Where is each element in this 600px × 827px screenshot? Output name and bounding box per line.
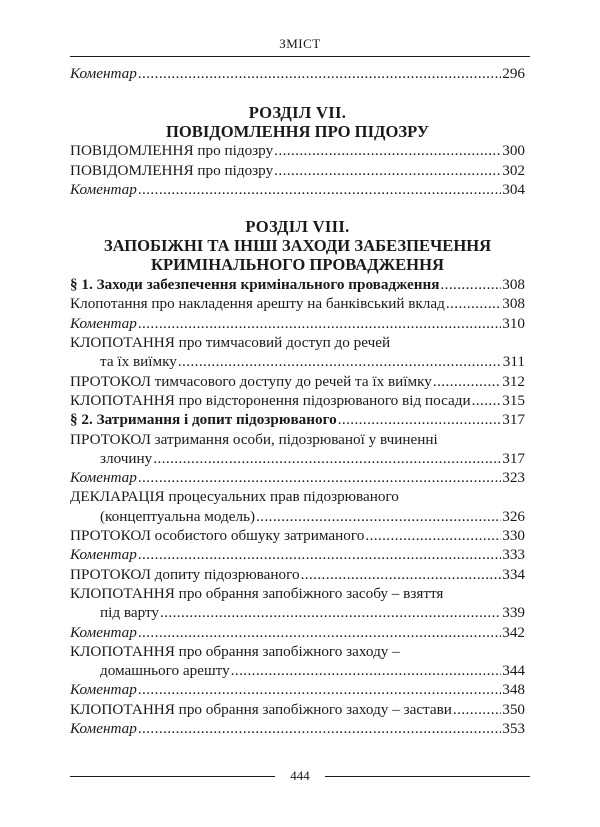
toc-entry-title: ПРОТОКОЛ допиту підозрюваного [70, 565, 300, 583]
toc-entry[interactable] [70, 584, 525, 623]
toc-entry-page: 344 [502, 662, 525, 680]
toc-entry-page: 348 [502, 681, 525, 699]
toc-entry-page: 304 [502, 180, 525, 198]
toc-entry-title-line2: домашнього арешту [100, 662, 230, 680]
toc-entry-title: Коментар [70, 65, 137, 82]
toc-entry-title: Коментар [70, 681, 137, 699]
toc-entry[interactable] [70, 487, 525, 526]
toc-entry[interactable] [70, 294, 525, 313]
page-number: 444 [290, 768, 310, 783]
toc-entry-title: ПОВІДОМЛЕННЯ про підозру [70, 161, 274, 179]
toc-entry-title-line1: КЛОПОТАННЯ про тимчасовий доступ до речей [70, 334, 391, 352]
toc-subsection-2[interactable] [70, 410, 525, 429]
toc-entry-title-line2: та їх виїмку [100, 353, 177, 371]
toc-entry-page: 333 [502, 546, 525, 564]
toc-entry-comment[interactable] [70, 623, 525, 642]
leader-dots [160, 603, 501, 622]
toc-entry-page: 339 [502, 604, 525, 622]
toc-entry-title-line1: КЛОПОТАННЯ про обрання запобіжного засобу – взяття [70, 584, 444, 602]
leader-dots [178, 352, 502, 371]
table-of-contents [70, 64, 525, 738]
leader-dots [472, 391, 502, 410]
toc-entry-page: 317 [502, 411, 525, 429]
toc-entry-title: Коментар [70, 546, 137, 564]
page-footer [70, 768, 530, 784]
toc-entry-page: 330 [502, 527, 525, 545]
toc-entry-page: 334 [502, 565, 525, 583]
toc-entry[interactable] [70, 391, 525, 410]
leader-dots [138, 719, 501, 738]
toc-entry-comment[interactable] [70, 314, 525, 333]
toc-entry-page: 326 [502, 507, 525, 525]
leader-dots [433, 372, 501, 391]
leader-dots [138, 623, 501, 642]
section-title: ПОВІДОМЛЕННЯ ПРО ПІДОЗРУ [165, 122, 430, 142]
leader-dots [274, 161, 501, 180]
leader-dots [365, 526, 501, 545]
toc-entry-title-line1: КЛОПОТАННЯ про обрання запобіжного заходу – [70, 642, 400, 660]
toc-entry-title: КЛОПОТАННЯ про відсторонення підозрюваного від посади [70, 391, 471, 409]
leader-dots [138, 180, 501, 199]
toc-entry-page: 353 [502, 720, 525, 738]
section-8-heading [70, 217, 525, 274]
footer-rule-right [325, 776, 530, 777]
toc-entry[interactable] [70, 141, 525, 160]
toc-entry-page: 308 [502, 295, 525, 313]
toc-entry-title: § 1. Заходи забезпечення кримінального провадження [70, 276, 440, 294]
toc-entry-page: 311 [502, 353, 525, 371]
toc-entry-title: ПОВІДОМЛЕННЯ про підозру [70, 142, 274, 160]
leader-dots [446, 294, 501, 313]
section-7-heading [70, 103, 525, 141]
toc-entry-title: ПРОТОКОЛ тимчасового доступу до речей та їх виїмку [70, 372, 432, 390]
toc-entry-page: 342 [502, 623, 525, 641]
toc-entry-comment[interactable] [70, 680, 525, 699]
toc-entry-title: КЛОПОТАННЯ про обрання запобіжного заходу – застави [70, 700, 452, 718]
toc-entry-title: Коментар [70, 469, 137, 487]
toc-entry-page: 323 [502, 469, 525, 487]
toc-entry[interactable] [70, 161, 525, 180]
toc-entry[interactable] [70, 430, 525, 469]
leader-dots [138, 680, 501, 699]
section-number: РОЗДІЛ VIII. [245, 217, 350, 237]
toc-entry-title: Коментар [70, 180, 137, 198]
toc-entry-comment[interactable] [70, 64, 525, 83]
toc-entry-page: 308 [502, 276, 525, 294]
leader-dots [274, 141, 501, 160]
toc-entry-comment[interactable] [70, 719, 525, 738]
leader-dots [138, 314, 501, 333]
toc-entry[interactable] [70, 642, 525, 681]
leader-dots [338, 410, 502, 429]
toc-entry-title-line1: ДЕКЛАРАЦІЯ процесуальних прав підозрюваного [70, 488, 399, 506]
leader-dots [453, 700, 501, 719]
toc-entry-page: 312 [502, 372, 525, 390]
section-title-line2: КРИМІНАЛЬНОГО ПРОВАДЖЕННЯ [151, 255, 444, 275]
toc-entry-title-line1: ПРОТОКОЛ затримання особи, підозрюваної у вчиненні [70, 430, 438, 448]
toc-entry-page: 300 [502, 142, 525, 160]
toc-subsection-1[interactable] [70, 275, 525, 294]
leader-dots [440, 275, 501, 294]
toc-entry-comment[interactable] [70, 468, 525, 487]
toc-entry-page: 317 [502, 449, 525, 467]
toc-entry[interactable] [70, 372, 525, 391]
leader-dots [153, 449, 501, 468]
leader-dots [138, 64, 501, 83]
running-head: ЗМІСТ [279, 36, 321, 51]
toc-entry-title: Коментар [70, 314, 137, 332]
toc-entry[interactable] [70, 526, 525, 545]
leader-dots [301, 565, 502, 584]
toc-entry-title-line2: (концептуальна модель) [100, 507, 256, 525]
toc-entry-title-line2: під варту [100, 604, 160, 622]
toc-entry[interactable] [70, 700, 525, 719]
toc-entry[interactable] [70, 333, 525, 372]
toc-entry-title: § 2. Затримання і допит підозрюваного [70, 411, 337, 429]
toc-entry-title: Клопотання про накладення арешту на банківський вклад [70, 295, 445, 313]
toc-entry-comment[interactable] [70, 180, 525, 199]
leader-dots [256, 507, 501, 526]
toc-entry-page: 350 [502, 700, 525, 718]
toc-entry-title-line2: злочину [100, 449, 153, 467]
section-number: РОЗДІЛ VII. [248, 103, 347, 123]
leader-dots [138, 545, 501, 564]
toc-entry-page: 310 [502, 314, 525, 332]
leader-dots [138, 468, 501, 487]
leader-dots [231, 661, 502, 680]
toc-entry-title: ПРОТОКОЛ особистого обшуку затриманого [70, 527, 365, 545]
toc-entry-title: Коментар [70, 720, 137, 738]
toc-entry-comment[interactable] [70, 545, 525, 564]
toc-entry-page: 296 [502, 65, 525, 82]
toc-entry[interactable] [70, 565, 525, 584]
header-rule [70, 56, 530, 57]
toc-entry-page: 315 [502, 391, 525, 409]
toc-entry-page: 302 [502, 161, 525, 179]
section-title-line1: ЗАПОБІЖНІ ТА ІНШІ ЗАХОДИ ЗАБЕЗПЕЧЕННЯ [103, 236, 492, 256]
toc-entry-title: Коментар [70, 623, 137, 641]
